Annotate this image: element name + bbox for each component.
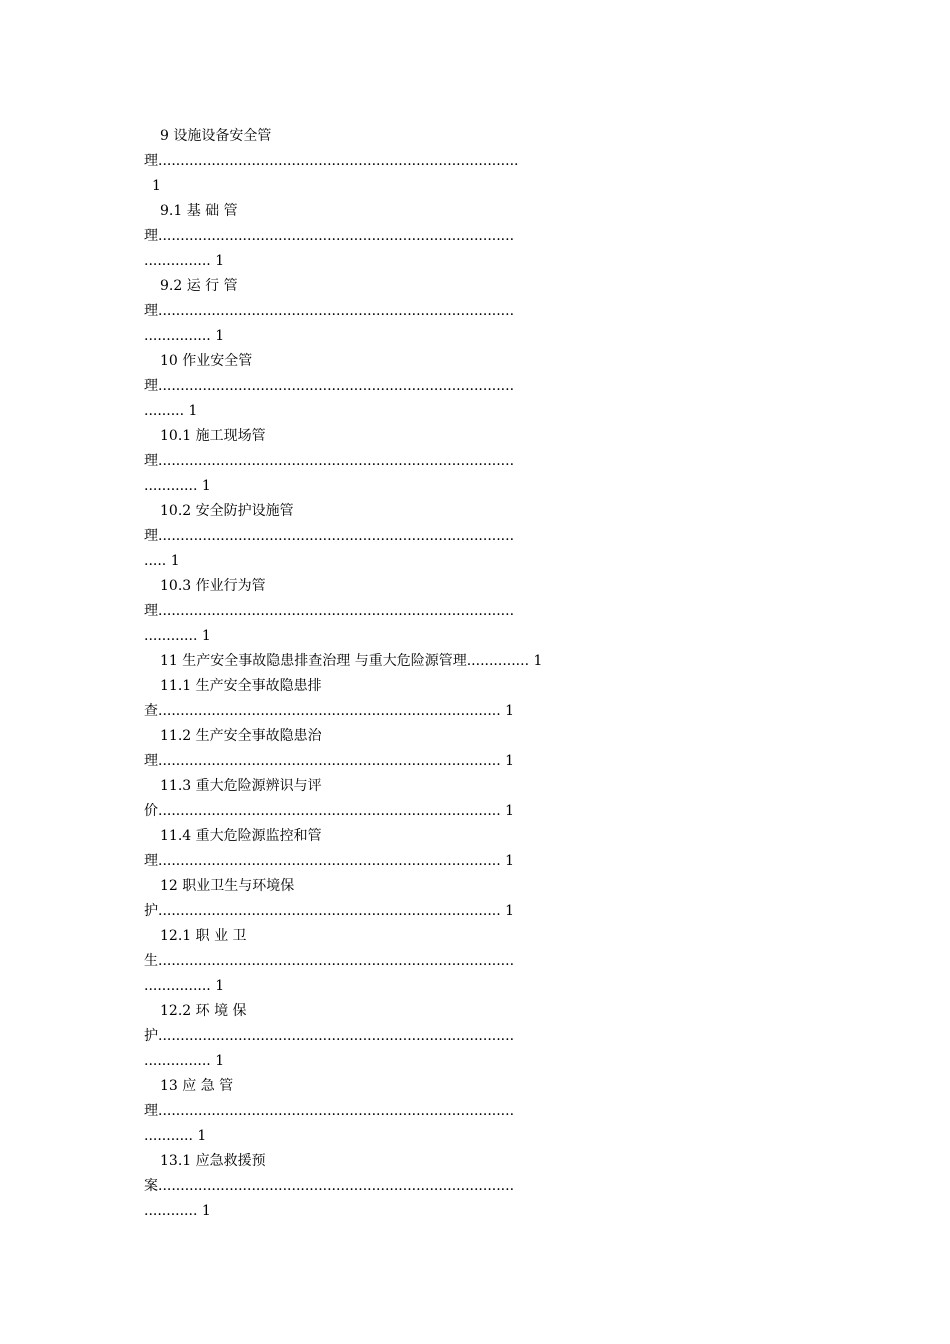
toc-heading-9: 9 设施设备安全管 xyxy=(160,128,272,144)
toc-leader-10-3: 理................................................................................ xyxy=(144,603,515,619)
toc-page-number-12-2: ............... 1 xyxy=(144,1053,225,1069)
toc-heading-11-4: 11.4 重大危险源监控和管 xyxy=(160,828,322,844)
toc-leader-11-2: 理............................................................................. 1 xyxy=(144,753,515,769)
toc-heading-10-2: 10.2 安全防护设施管 xyxy=(160,503,294,519)
toc-leader-10: 理................................................................................ xyxy=(144,378,515,394)
toc-leader-12: 护............................................................................. 1 xyxy=(144,903,515,919)
toc-page-number-10: ......... 1 xyxy=(144,403,198,419)
toc-heading-13-1: 13.1 应急救援预 xyxy=(160,1153,266,1169)
toc-heading-10: 10 作业安全管 xyxy=(160,353,253,369)
toc-page-number-9: 1 xyxy=(152,178,161,194)
toc-leader-13: 理................................................................................ xyxy=(144,1103,515,1119)
toc-heading-12-2: 12.2 环 境 保 xyxy=(160,1003,247,1019)
toc-heading-11-2: 11.2 生产安全事故隐患治 xyxy=(160,728,322,744)
toc-heading-11-3: 11.3 重大危险源辨识与评 xyxy=(160,778,322,794)
toc-leader-13-1: 案................................................................................ xyxy=(144,1178,515,1194)
toc-page-number-9-2: ............... 1 xyxy=(144,328,225,344)
toc-heading-12: 12 职业卫生与环境保 xyxy=(160,878,295,894)
toc-leader-12-2: 护................................................................................ xyxy=(144,1028,515,1044)
toc-leader-10-2: 理................................................................................ xyxy=(144,528,515,544)
toc-page-number-9-1: ............... 1 xyxy=(144,253,225,269)
toc-leader-11-1: 查............................................................................. 1 xyxy=(144,703,515,719)
toc-leader-9-1: 理................................................................................ xyxy=(144,228,515,244)
toc-leader-11-3: 价............................................................................. 1 xyxy=(144,803,515,819)
toc-heading-10-3: 10.3 作业行为管 xyxy=(160,578,266,594)
toc-page-number-10-3: ............ 1 xyxy=(144,628,211,644)
toc-page-number-10-2: ..... 1 xyxy=(144,553,180,569)
toc-heading-9-1: 9.1 基 础 管 xyxy=(160,203,238,219)
toc-heading-10-1: 10.1 施工现场管 xyxy=(160,428,266,444)
toc-page-number-12-1: ............... 1 xyxy=(144,978,225,994)
toc-page-number-13: ........... 1 xyxy=(144,1128,207,1144)
toc-page-number-13-1: ............ 1 xyxy=(144,1203,211,1219)
toc-heading-13: 13 应 急 管 xyxy=(160,1078,234,1094)
toc-heading-12-1: 12.1 职 业 卫 xyxy=(160,928,247,944)
toc-page-number-10-1: ............ 1 xyxy=(144,478,211,494)
toc-leader-9-2: 理................................................................................ xyxy=(144,303,515,319)
toc-leader-10-1: 理................................................................................ xyxy=(144,453,515,469)
toc-heading-11: 11 生产安全事故隐患排查治理 与重大危险源管理.............. 1 xyxy=(160,653,543,669)
toc-leader-11-4: 理............................................................................. 1 xyxy=(144,853,515,869)
toc-heading-11-1: 11.1 生产安全事故隐患排 xyxy=(160,678,322,694)
toc-leader-9: 理................................................................................. xyxy=(144,153,519,169)
toc-leader-12-1: 生................................................................................ xyxy=(144,953,515,969)
toc-heading-9-2: 9.2 运 行 管 xyxy=(160,278,238,294)
